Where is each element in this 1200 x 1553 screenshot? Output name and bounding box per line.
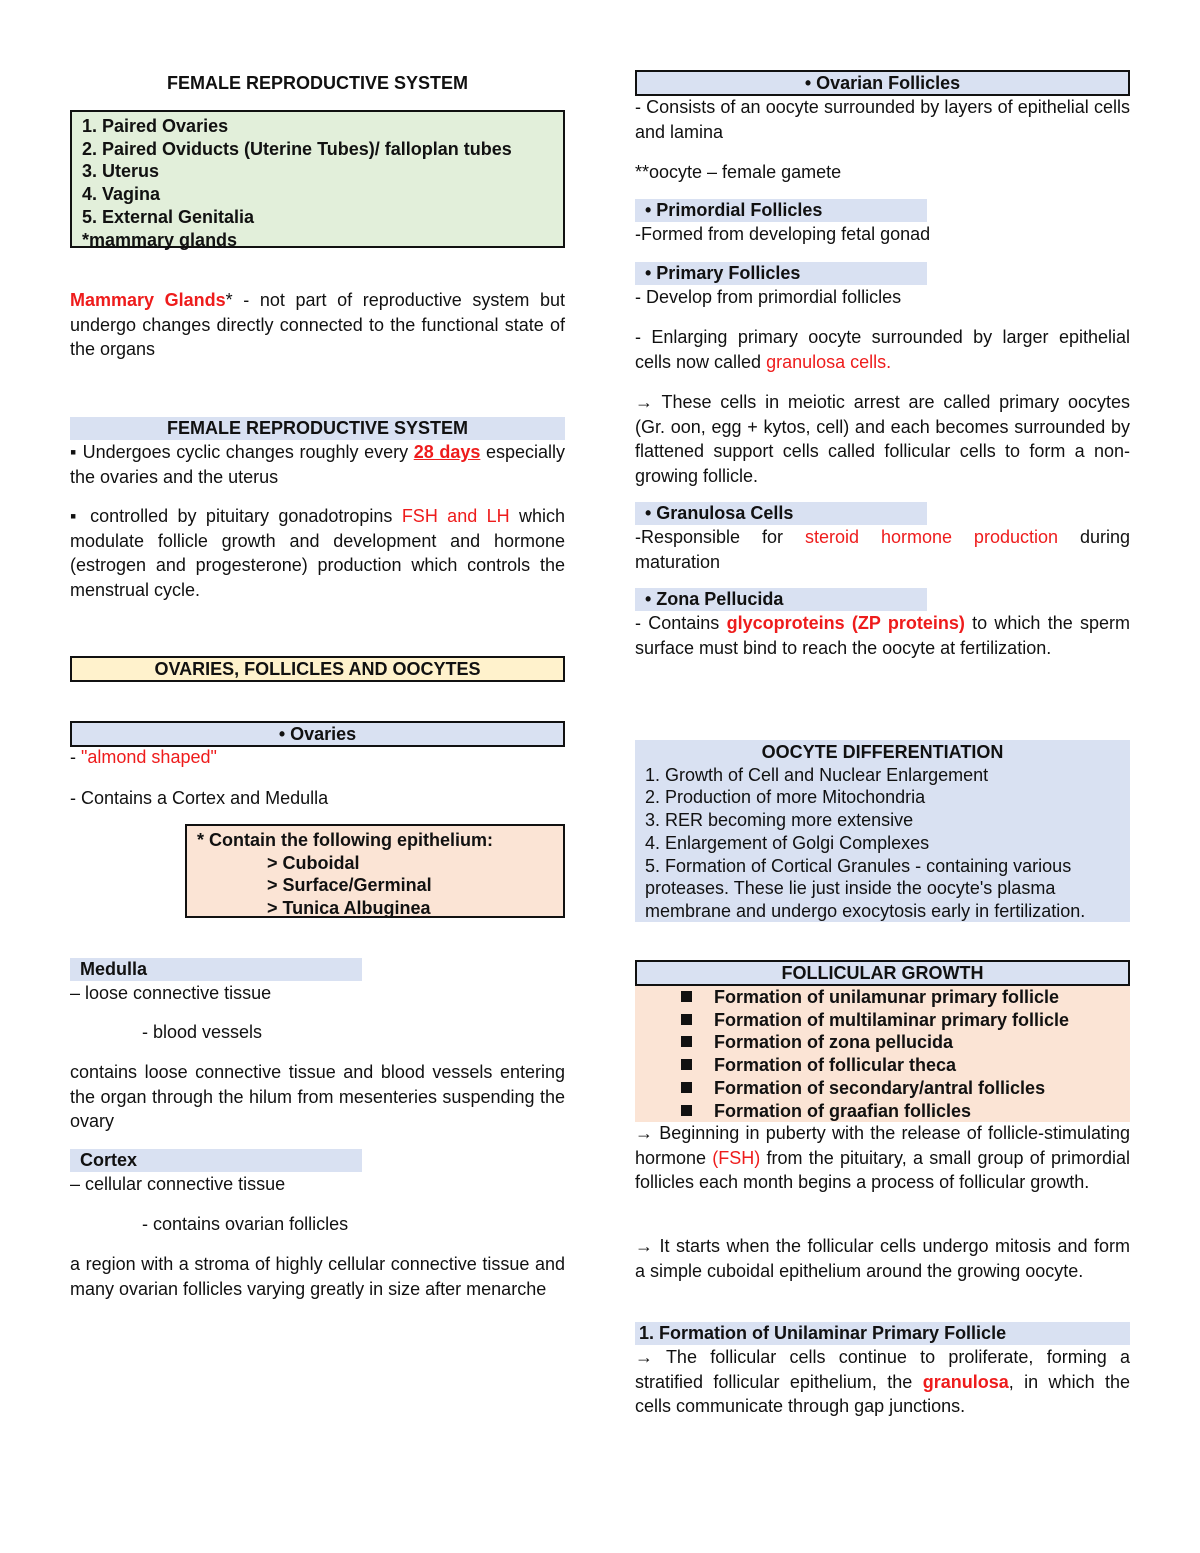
ofo-header: OVARIES, FOLLICLES AND OOCYTES	[70, 656, 565, 682]
ovarian-follicles-header: • Ovarian Follicles	[635, 70, 1130, 96]
oocyte-diff-item: 3. RER becoming more extensive	[645, 810, 914, 831]
zona-text: - Contains	[635, 613, 727, 633]
unilaminar-text-end: , in which the cells communicate through gap junctions.	[635, 1371, 1130, 1416]
organ-item: 5. External Genitalia	[82, 206, 255, 227]
cortex-line-2: - contains ovarian follicles	[142, 1214, 349, 1234]
cortex-medulla-line: - Contains a Cortex and Medulla	[70, 788, 329, 808]
primary-desc-1: - Develop from primordial follicles	[635, 287, 902, 307]
zona-desc	[635, 611, 1130, 660]
granulosa-text: -Responsible for	[635, 527, 805, 547]
bullet-square-icon	[681, 1105, 692, 1116]
growth-item-text: Formation of graafian follicles	[714, 1100, 972, 1121]
primordial-header: • Primordial Follicles	[635, 199, 927, 222]
oocyte-diff-title: OOCYTE DIFFERENTIATION	[761, 742, 1004, 762]
almond-text: "almond shaped"	[81, 747, 217, 767]
granulosa-text-end: during maturation	[635, 527, 1130, 572]
puberty-paragraph	[635, 1121, 1130, 1195]
bullet-square-icon	[681, 1014, 692, 1025]
organ-item: 4. Vagina	[82, 184, 161, 205]
oocyte-diff-item-cont: proteases. These lie just inside the oocyte's plasma	[645, 878, 1056, 899]
ovarian-follicles-desc: - Consists of an oocyte surrounded by layers of epithelial cells and lamina	[635, 97, 1130, 142]
follicular-growth-list	[635, 986, 1130, 1122]
cortex-description: a region with a stroma of highly cellular connective tissue and many ovarian follicles varying greatly in size after menarche	[70, 1254, 565, 1299]
cyclic-paragraph	[70, 440, 565, 489]
gonadotropins-paragraph	[70, 504, 565, 602]
primary-header: • Primary Follicles	[635, 262, 927, 285]
bullet-square-icon	[681, 1036, 692, 1047]
primary-desc-2	[635, 325, 1130, 374]
zona-header: • Zona Pellucida	[635, 588, 927, 611]
unilaminar-text: → The follicular cells continue to proliferate, forming a stratified follicular epithelium, the	[635, 1347, 1130, 1392]
growth-item	[635, 1054, 1130, 1077]
oocyte-diff-item: 2. Production of more Mitochondria	[645, 787, 926, 808]
follicular-growth-header: FOLLICULAR GROWTH	[635, 960, 1130, 986]
granulosa-header: • Granulosa Cells	[635, 502, 927, 525]
primary-desc-2-text: - Enlarging primary oocyte surrounded by larger epithelial cells now called	[635, 327, 1130, 372]
primary-desc-3: → These cells in meiotic arrest are called primary oocytes (Gr. oon, egg + kytos, cell) and each becomes surrounded by flattened support cells called follicular cells to form a non-growing follicle.	[635, 392, 1130, 486]
bullet-square-icon	[681, 1082, 692, 1093]
epithelium-item: > Cuboidal	[267, 852, 360, 873]
medulla-line-1: – loose connective tissue	[70, 983, 272, 1003]
cyclic-text: ▪ Undergoes cyclic changes roughly every	[70, 442, 414, 462]
steroid-highlight: steroid hormone production	[804, 527, 1058, 547]
growth-item	[635, 1077, 1130, 1100]
organ-item: 3. Uterus	[82, 161, 160, 182]
epithelium-item: > Tunica Albuginea	[267, 898, 431, 919]
primordial-desc: -Formed from developing fetal gonad	[635, 224, 931, 244]
ovaries-header: • Ovaries	[70, 721, 565, 747]
epithelium-item: > Surface/Germinal	[267, 875, 432, 896]
hormones-highlight: FSH and LH	[401, 506, 510, 526]
mammary-term: Mammary Glands	[70, 290, 226, 310]
growth-item	[635, 1100, 1130, 1123]
puberty-text: → Beginning in puberty with the release of follicle-stimulating hormone	[635, 1123, 1130, 1168]
organ-item: *mammary glands	[82, 229, 238, 250]
granulosa-desc	[635, 525, 1130, 574]
glycoproteins-highlight: glycoproteins (ZP proteins)	[726, 613, 965, 633]
growth-item-text: Formation of unilamunar primary follicle	[714, 987, 1060, 1007]
epithelium-title: * Contain the following epithelium:	[197, 830, 493, 850]
organ-item: 2. Paired Oviducts (Uterine Tubes)/ falloplan tubes	[82, 138, 512, 159]
cortex-line-1: – cellular connective tissue	[70, 1174, 286, 1194]
almond-line	[70, 745, 565, 770]
growth-item-text: Formation of follicular theca	[714, 1055, 957, 1076]
medulla-line-2: - blood vessels	[142, 1022, 263, 1042]
granulosa-highlight: granulosa	[922, 1371, 1009, 1392]
frs-header: FEMALE REPRODUCTIVE SYSTEM	[70, 417, 565, 440]
page-title: FEMALE REPRODUCTIVE SYSTEM	[166, 73, 469, 93]
oocyte-diff-item: 4. Enlargement of Golgi Complexes	[645, 832, 930, 853]
medulla-header: Medulla	[70, 958, 362, 981]
oocyte-note: **oocyte – female gamete	[635, 162, 842, 182]
organs-list-box	[70, 110, 565, 248]
growth-item-text: Formation of secondary/antral follicles	[714, 1077, 1046, 1098]
mitosis-paragraph: → It starts when the follicular cells undergo mitosis and form a simple cuboidal epithelium around the growing oocyte.	[635, 1236, 1130, 1281]
puberty-text-end: from the pituitary, a small group of primordial follicles each month begins a process of follicular growth.	[635, 1147, 1130, 1192]
medulla-description: contains loose connective tissue and blood vessels entering the organ through the hilum from mesenteries suspending the ovary	[70, 1062, 565, 1131]
oocyte-diff-item: 1. Growth of Cell and Nuclear Enlargement	[645, 764, 989, 785]
mammary-text: * - not part of reproductive system but undergo changes directly connected to the functional state of the organs	[70, 290, 565, 359]
zona-text-end: to which the sperm surface must bind to reach the oocyte at fertilization.	[635, 613, 1130, 658]
gonadotropins-text-end: which modulate follicle growth and development and hormone (estrogen and progesterone) production which controls the menstrual cycle.	[70, 506, 566, 600]
cyclic-text-end: especially the ovaries and the uterus	[70, 442, 565, 487]
dash: -	[70, 747, 81, 767]
growth-item	[635, 1031, 1130, 1054]
granulosa-cells-highlight: granulosa cells.	[766, 351, 892, 372]
days-highlight: 28 days	[413, 442, 481, 462]
oocyte-diff-item: 5. Formation of Cortical Granules - containing various	[645, 855, 1072, 876]
unilaminar-desc	[635, 1345, 1130, 1419]
bullet-square-icon	[681, 991, 692, 1002]
cortex-header: Cortex	[70, 1149, 362, 1172]
growth-item-text: Formation of multilaminar primary follicle	[714, 1009, 1070, 1030]
growth-item-text: Formation of zona pellucida	[714, 1032, 954, 1053]
growth-item	[635, 986, 1130, 1009]
growth-item	[635, 1009, 1130, 1032]
organ-item: 1. Paired Ovaries	[82, 116, 229, 136]
epithelium-box	[185, 824, 565, 918]
oocyte-differentiation-box	[635, 740, 1130, 922]
mammary-paragraph	[70, 288, 565, 362]
unilaminar-header: 1. Formation of Unilaminar Primary Follicle	[635, 1322, 1130, 1345]
gonadotropins-text: ▪ controlled by pituitary gonadotropins	[70, 506, 402, 526]
oocyte-diff-item-cont: membrane and undergo exocytosis early in fertilization.	[645, 900, 1086, 921]
fsh-highlight: (FSH)	[712, 1147, 761, 1168]
bullet-square-icon	[681, 1059, 692, 1070]
